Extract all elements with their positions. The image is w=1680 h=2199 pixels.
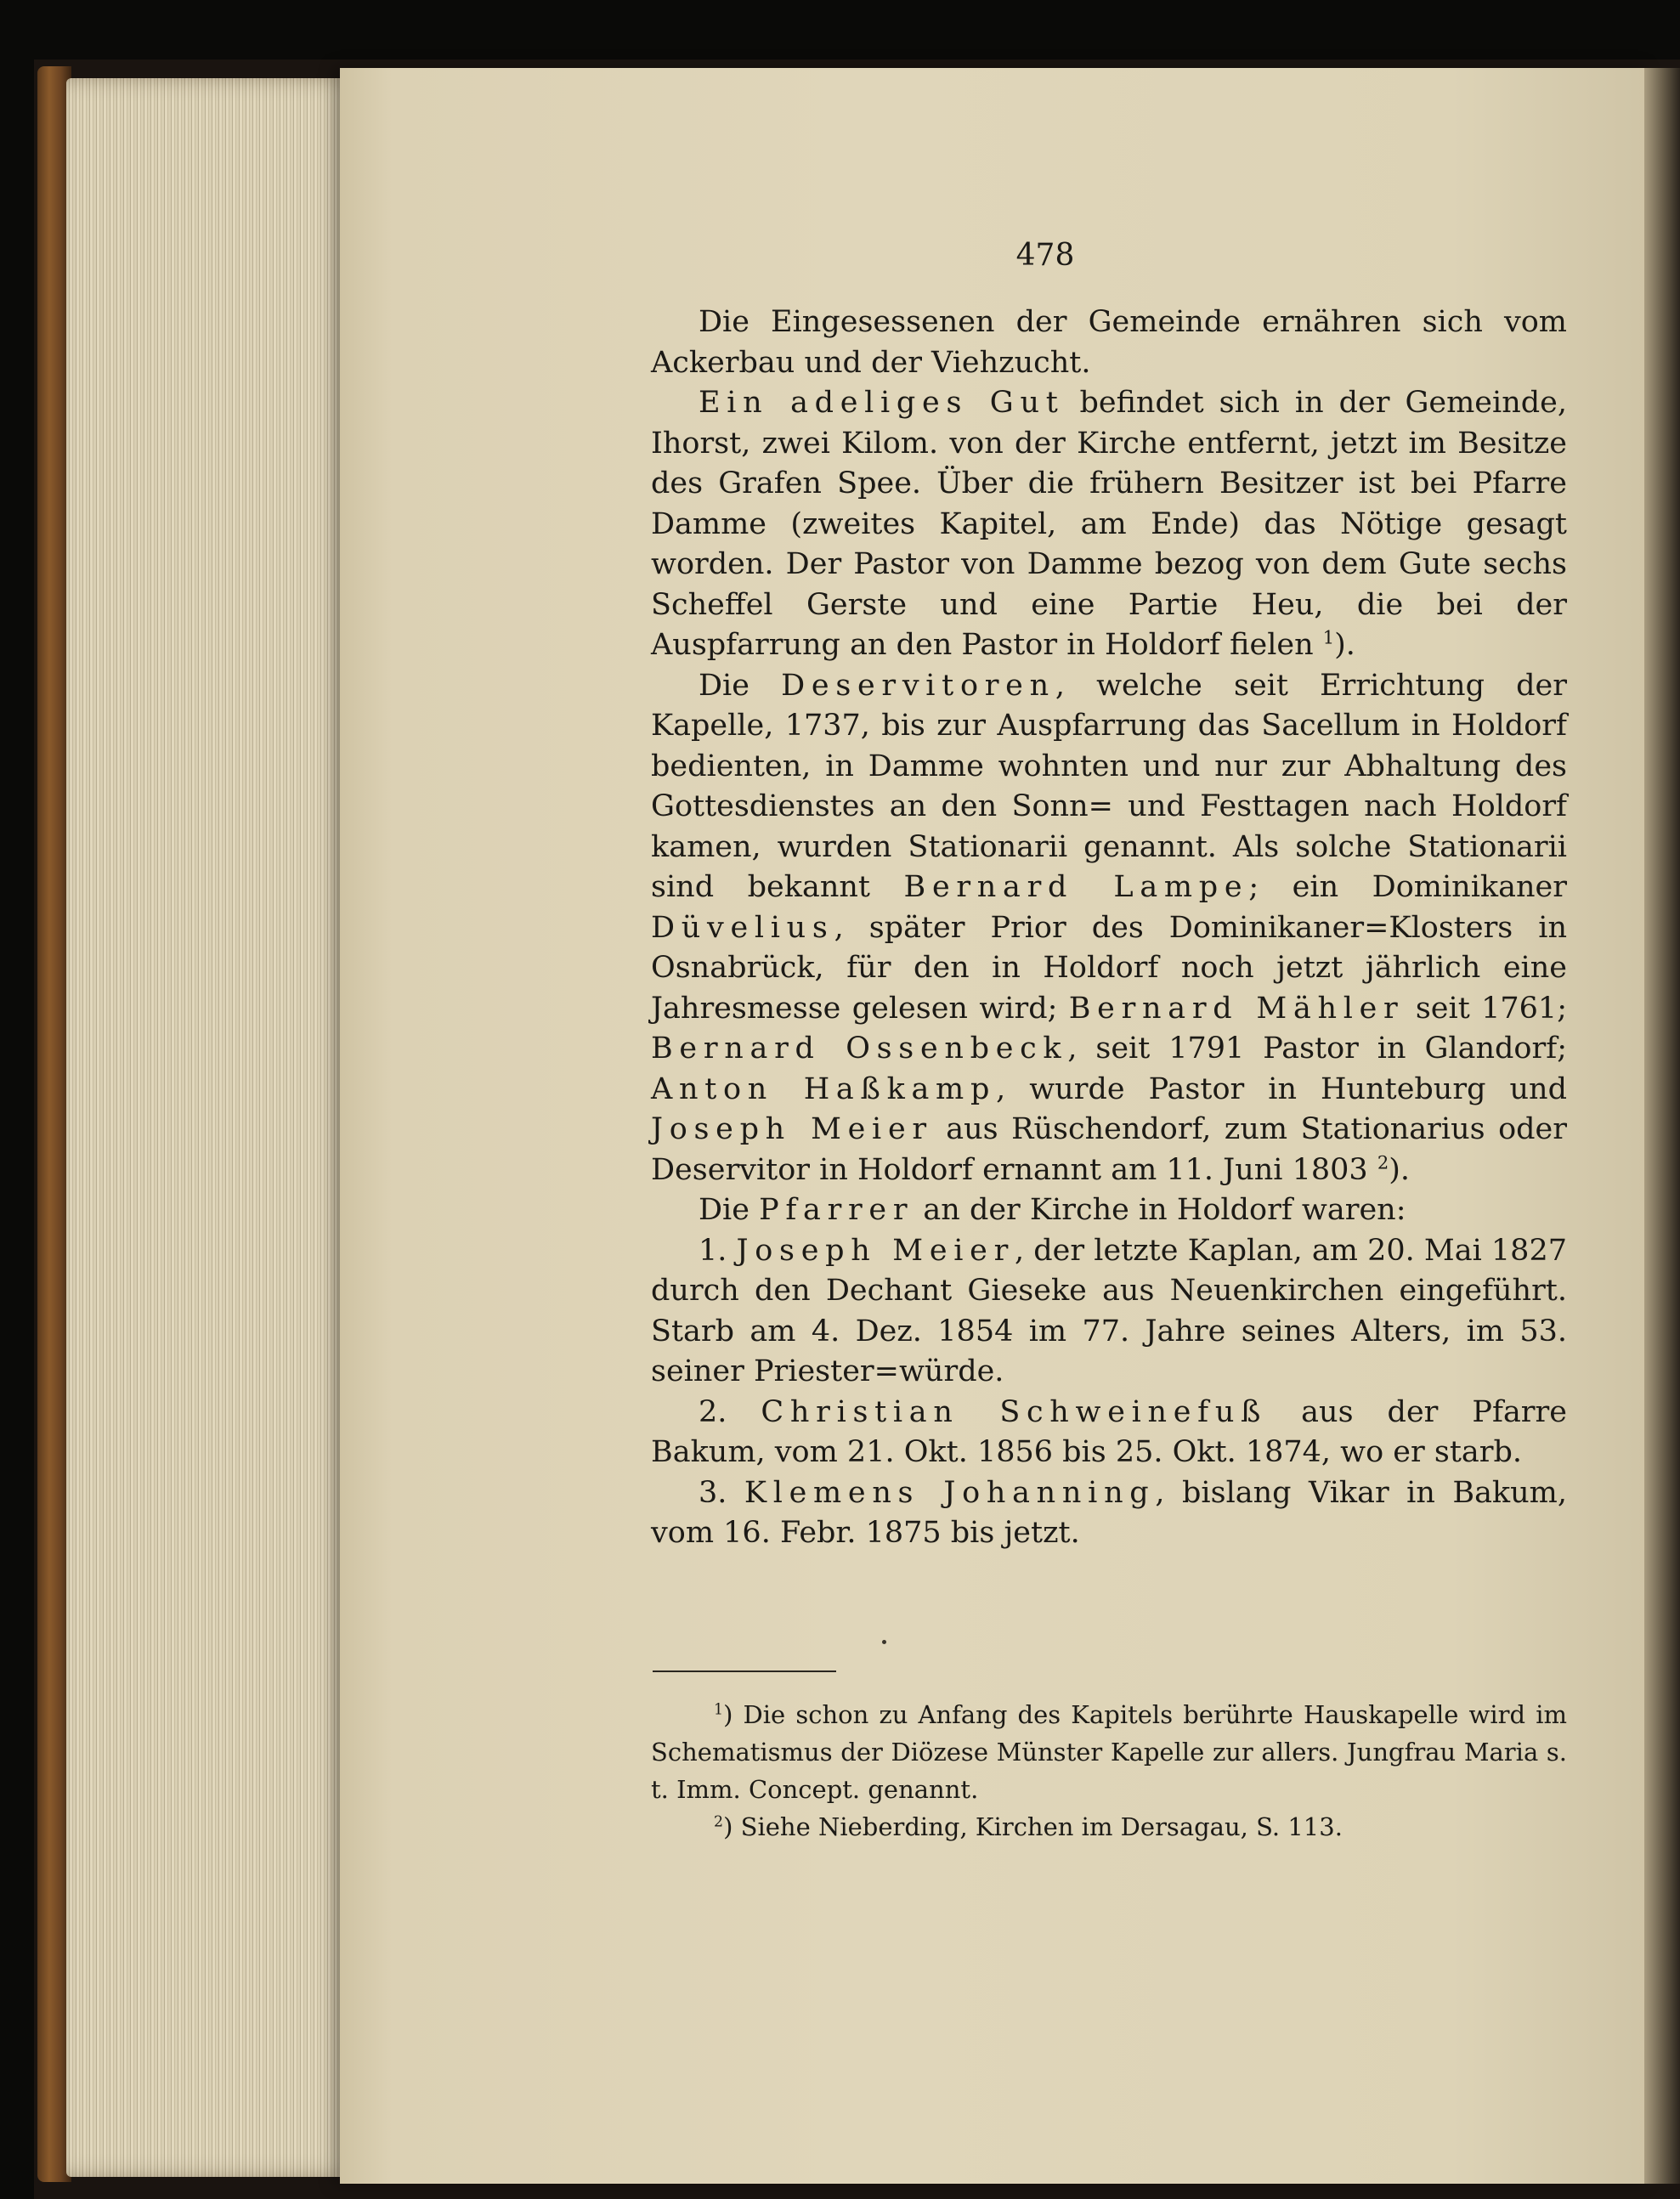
text-run: , welche seit Errichtung der Kapelle, 1737, bis zur Auspfarrung das Sacellum in Holdorf bedienten, in Damme wohnten und nur zur Abhaltung des Gottesdienstes an den Sonn= und Festtagen nach Holdorf kamen, wurden Stationarii genannt. Als solche Stationarii sind bekannt [651, 668, 1567, 904]
footnote [651, 1696, 1567, 1808]
text-run: ; ein Dominikaner [1248, 870, 1567, 904]
text-run: , bislang Vikar in Bakum, vom 16. Febr. 1875 bis jetzt. [651, 1475, 1567, 1550]
emphasized-text: Ein adeliges Gut [699, 386, 1065, 420]
emphasized-text: Pfarrer [759, 1193, 914, 1227]
text-run: , der letzte Kaplan, am 20. Mai 1827 durch den Dechant Gieseke aus Neuenkirchen eingeführt. Starb am 4. Dez. 1854 im 77. Jahre seines Alters, im 53. seiner Priester=würde. [651, 1233, 1567, 1388]
page-gutter [1644, 68, 1680, 2184]
footnote [651, 1808, 1567, 1846]
emphasized-text: Bernard Lampe [903, 870, 1249, 904]
text-run: ). [1334, 628, 1355, 662]
emphasized-text: Klemens Johanning [744, 1475, 1156, 1510]
footnote-rule [653, 1670, 836, 1672]
text-run: , später Prior des Dominikaner=Klosters in Osnabrück, für den in Holdorf noch jetzt jährlich eine Jahresmesse gelesen wird; [651, 910, 1567, 1026]
paragraph [651, 1393, 1567, 1473]
emphasized-text: Düvelius [651, 910, 834, 945]
emphasized-text: Bernard Ossenbeck [651, 1032, 1068, 1066]
emphasized-text: Joseph Meier [651, 1112, 933, 1146]
text-run: , seit 1791 Pastor in Glandorf; [1067, 1032, 1567, 1066]
emphasized-text: Deservitoren [781, 668, 1055, 703]
text-run: Die [699, 1193, 760, 1227]
text-run: Die Eingesessenen der Gemeinde ernähren sich vom Ackerbau und der Viehzucht. [651, 305, 1567, 380]
footnote-marker: 2 [1377, 1151, 1389, 1173]
page-number: 478 [1015, 238, 1075, 273]
emphasized-text: Bernard Mähler [1068, 991, 1405, 1026]
text-run: ). [1389, 1152, 1410, 1187]
text-run: befindet sich in der Gemeinde, Ihorst, zwei Kilom. von der Kirche entfernt, jetzt im Besitze des Grafen Spee. Über die frühern Besitzer ist bei Pfarre Damme (zweites Kapitel, am Ende) das Nötige gesagt worden. Der Pastor von Damme bezog von dem Gute sechs Scheffel Gerste und eine Partie Heu, die bei der Auspfarrung an den Pastor in Holdorf fielen [651, 386, 1567, 662]
text-run: ) Siehe Nieberding, Kirchen im Dersagau, S. 113. [723, 1812, 1343, 1841]
ink-speck [882, 1640, 886, 1644]
text-run: aus der Pfarre Bakum, vom 21. Okt. 1856 bis 25. Okt. 1874, wo er starb. [651, 1394, 1567, 1469]
emphasized-text: Joseph Meier [736, 1233, 1015, 1268]
text-run: ) Die schon zu Anfang des Kapitels berührte Hauskapelle wird im Schematismus der Diözese Münster Kapelle zur allers. Jungfrau Maria s. t. Imm. Concept. genannt. [651, 1700, 1567, 1804]
text-run: an der Kirche in Holdorf waren: [914, 1193, 1406, 1227]
page-edges [66, 78, 355, 2177]
footnote-marker: 2 [714, 1813, 724, 1831]
paragraph [651, 1190, 1567, 1231]
emphasized-text: Anton Haßkamp [651, 1071, 997, 1106]
paragraph [651, 1473, 1567, 1554]
text-run: 1. [699, 1233, 737, 1268]
paragraph [651, 666, 1567, 1191]
text-run: , wurde Pastor in Hunteburg und [996, 1071, 1567, 1106]
text-run: 3. [699, 1475, 744, 1510]
text-run: Die [699, 668, 782, 703]
text-run: aus Rüschendorf, zum Stationarius oder Deservitor in Holdorf ernannt am 11. Juni 1803 [651, 1112, 1567, 1187]
paragraph [651, 1231, 1567, 1393]
footnotes [651, 1696, 1567, 1846]
emphasized-text: Christian Schweinefuß [761, 1394, 1268, 1429]
footnote-marker: 1 [714, 1701, 724, 1719]
text-run: seit 1761; [1404, 991, 1567, 1026]
paragraph [651, 383, 1567, 666]
paragraph [651, 302, 1567, 383]
footnote-marker: 1 [1322, 627, 1335, 648]
text-run: 2. [699, 1394, 761, 1429]
body-text [651, 302, 1567, 1554]
